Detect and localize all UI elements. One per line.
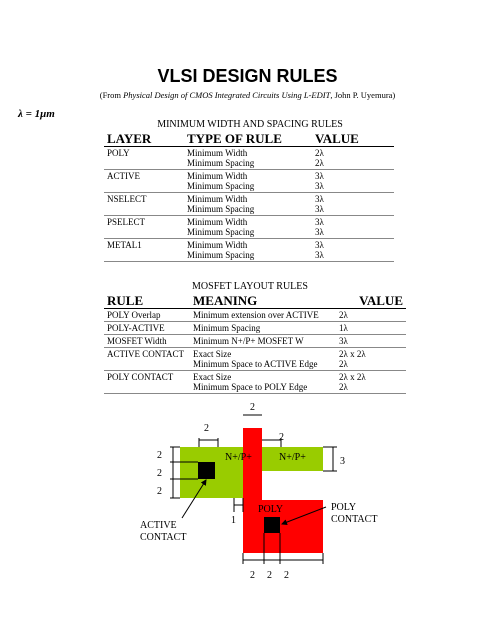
rule-cell: Minimum Width Minimum Spacing: [184, 216, 312, 239]
layer-cell: POLY: [104, 147, 184, 170]
spacing-table-caption: MINIMUM WIDTH AND SPACING RULES: [157, 119, 343, 130]
dim-left-b: 2: [157, 468, 162, 479]
dim-top-left: 2: [204, 423, 209, 434]
dim-bottom-c: 2: [284, 570, 289, 581]
column-header: LAYER: [104, 131, 184, 147]
meaning-cell: Minimum N+/P+ MOSFET W: [190, 335, 336, 348]
source-book-title: Physical Design of CMOS Integrated Circuits Using L-EDIT: [123, 90, 331, 100]
meaning-cell: Minimum extension over ACTIVE: [190, 309, 336, 322]
mosfet-table-caption: MOSFET LAYOUT RULES: [192, 281, 308, 292]
page-title: VLSI DESIGN RULES: [157, 66, 338, 86]
rule-cell: Minimum Width Minimum Spacing: [184, 193, 312, 216]
dim-top-right: 2: [279, 432, 284, 443]
dim-poly-gap: 1: [231, 515, 236, 526]
meaning-cell: Exact Size Minimum Space to ACTIVE Edge: [190, 348, 336, 371]
meaning-cell: Exact Size Minimum Space to POLY Edge: [190, 371, 336, 394]
layer-cell: PSELECT: [104, 216, 184, 239]
rule-cell: MOSFET Width: [104, 335, 190, 348]
column-header: VALUE: [336, 293, 406, 309]
meaning-cell: Minimum Spacing: [190, 322, 336, 335]
active-contact-label-line2: CONTACT: [140, 532, 187, 543]
column-header: MEANING: [190, 293, 336, 309]
value-cell: 2λ 2λ: [312, 147, 394, 170]
rule-cell: POLY Overlap: [104, 309, 190, 322]
rule-cell: POLY CONTACT: [104, 371, 190, 394]
source-prefix: (From: [99, 90, 124, 100]
rule-cell: Minimum Width Minimum Spacing: [184, 239, 312, 262]
dim-bottom-a: 2: [250, 570, 255, 581]
value-cell: 2λ: [336, 309, 406, 322]
column-header: TYPE OF RULE: [184, 131, 312, 147]
np-left-label: N+/P+: [225, 452, 252, 463]
value-cell: 2λ x 2λ 2λ: [336, 371, 406, 394]
layer-cell: NSELECT: [104, 193, 184, 216]
value-cell: 3λ: [336, 335, 406, 348]
poly-contact-label: POLY: [331, 502, 357, 513]
lambda-definition: λ = 1μm: [18, 108, 55, 120]
np-right-label: N+/P+: [279, 452, 306, 463]
rule-cell: POLY-ACTIVE: [104, 322, 190, 335]
value-cell: 3λ 3λ: [312, 193, 394, 216]
value-cell: 3λ 3λ: [312, 170, 394, 193]
column-header: VALUE: [312, 131, 394, 147]
dim-right-height: 3: [340, 456, 345, 467]
layer-cell: METAL1: [104, 239, 184, 262]
dim-top-poly: 2: [250, 402, 255, 413]
active-contact-square: [198, 462, 215, 479]
poly-contact-square: [264, 517, 280, 533]
column-header: RULE: [104, 293, 190, 309]
rule-cell: Minimum Width Minimum Spacing: [184, 147, 312, 170]
dim-bottom-b: 2: [267, 570, 272, 581]
rule-cell: Minimum Width Minimum Spacing: [184, 170, 312, 193]
rule-cell: ACTIVE CONTACT: [104, 348, 190, 371]
value-cell: 3λ 3λ: [312, 216, 394, 239]
dim-left-a: 2: [157, 450, 162, 461]
dim-left-c: 2: [157, 486, 162, 497]
poly-contact-label-line2: CONTACT: [331, 514, 378, 525]
value-cell: 2λ x 2λ 2λ: [336, 348, 406, 371]
value-cell: 1λ: [336, 322, 406, 335]
value-cell: 3λ 3λ: [312, 239, 394, 262]
active-contact-label: ACTIVE: [140, 520, 177, 531]
layer-cell: ACTIVE: [104, 170, 184, 193]
source-suffix: , John P. Uyemura): [330, 90, 396, 100]
poly-label: POLY: [258, 504, 284, 515]
